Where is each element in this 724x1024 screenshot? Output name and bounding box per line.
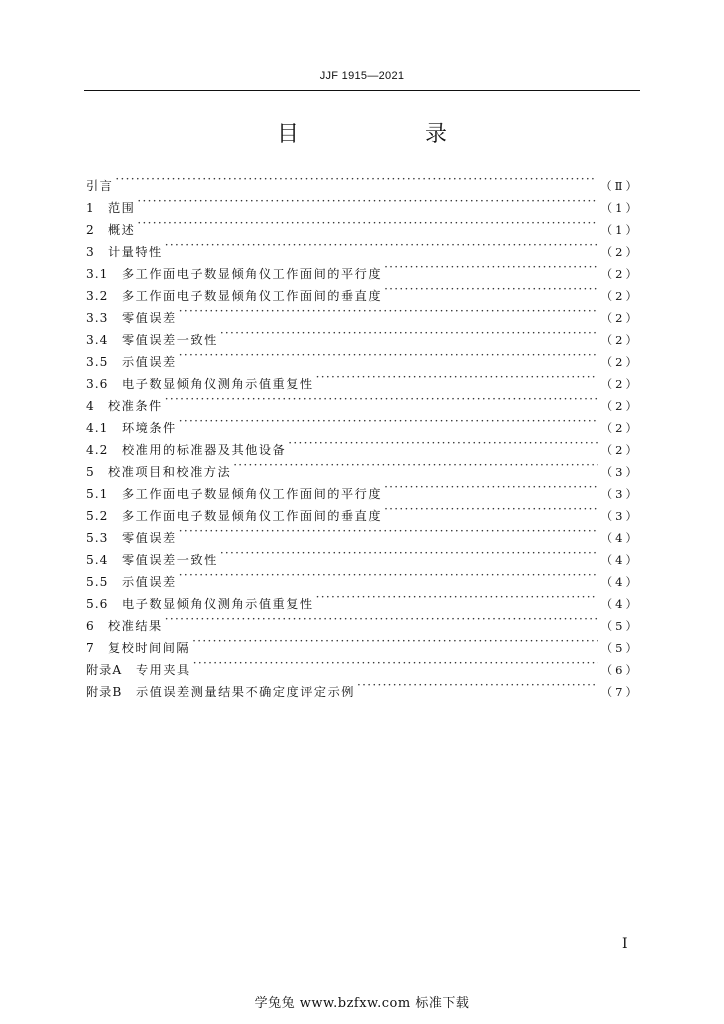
toc-entry[interactable] [86,388,640,413]
toc-leader-dots [137,212,597,234]
toc-leader-dots [179,410,598,432]
header-divider [84,90,640,91]
toc-entry-title: 校准结果 [108,619,163,633]
toc-entry-page: （2） [600,245,640,259]
toc-entry-page: （1） [600,201,640,215]
toc-entry[interactable] [86,256,640,281]
toc-entry-title: 校准用的标准器及其他设备 [122,443,287,457]
toc-entry-page: （2） [600,333,640,347]
toc-leader-dots [288,432,597,454]
toc-entry-title: 电子数显倾角仪测角示值重复性 [122,597,314,611]
toc-entry-number: 5.5 [86,575,109,589]
toc-entry[interactable] [86,212,640,237]
toc-leader-dots [192,630,598,652]
toc-leader-dots [316,366,598,388]
toc-entry-page: （1） [600,223,640,237]
toc-entry-number: 7 [86,641,95,655]
toc-leader-dots [384,476,598,498]
toc-entry-page: （5） [600,641,640,655]
toc-entry-title: 零值误差一致性 [122,553,218,567]
toc-entry[interactable] [86,168,640,193]
toc-title: 目 录 [276,122,499,147]
toc-entry-title: 复校时间间隔 [108,641,191,655]
toc-entry-page: （2） [600,377,640,391]
toc-entry[interactable] [86,608,640,633]
toc-entry-page: （4） [600,553,640,567]
toc-entry-number: 3.6 [86,377,109,391]
toc-entry-number: 5.1 [86,487,109,501]
toc-entry-title: 多工作面电子数显倾角仪工作面间的平行度 [122,487,383,501]
toc-entry-title: 概述 [108,223,136,237]
toc-entry-title: 范围 [108,201,136,215]
toc-entry-title: 多工作面电子数显倾角仪工作面间的垂直度 [122,289,383,303]
toc-entry[interactable] [86,630,640,655]
toc-leader-dots [179,564,598,586]
toc-entry-number: 5.6 [86,597,109,611]
toc-leader-dots [179,344,598,366]
toc-entry-page: （4） [600,531,640,545]
toc-entry-number: 5.3 [86,531,109,545]
toc-entry-page: （4） [600,575,640,589]
toc-entry-title: 零值误差 [122,311,177,325]
toc-leader-dots [384,278,598,300]
toc-entry-number: 6 [86,619,95,633]
toc-entry-title: 计量特性 [108,245,163,259]
toc-entry-number: 附录B [86,685,123,699]
toc-entry-number: 2 [86,223,95,237]
toc-entry-title: 多工作面电子数显倾角仪工作面间的垂直度 [122,509,383,523]
toc-entry-title: 零值误差 [122,531,177,545]
toc-entry[interactable] [86,190,640,215]
toc-entry-number: 5.2 [86,509,109,523]
toc-leader-dots [384,498,598,520]
toc-entry-title: 示值误差测量结果不确定度评定示例 [136,685,355,699]
toc-entry-title: 零值误差一致性 [122,333,218,347]
toc-entry-number: 4.2 [86,443,109,457]
document-code: JJF 1915—2021 [319,70,405,82]
toc-leader-dots [179,520,598,542]
toc-entry-page: （2） [600,355,640,369]
toc-entry-page: （7） [600,685,640,699]
toc-leader-dots [384,256,598,278]
toc-entry-number: 3.3 [86,311,109,325]
toc-leader-dots [220,542,598,564]
toc-entry-title: 引言 [86,179,114,193]
toc-leader-dots [115,168,597,190]
toc-entry-page: （6） [600,663,640,677]
toc-leader-dots [165,388,598,410]
toc-entry-title: 多工作面电子数显倾角仪工作面间的平行度 [122,267,383,281]
toc-entry-number: 5.4 [86,553,109,567]
toc-entry-title: 环境条件 [122,421,177,435]
toc-entry-page: （3） [600,509,640,523]
table-of-contents [86,168,640,699]
footer-watermark-text: 学兔兔 www.bzfxw.com 标准下载 [254,996,470,1011]
toc-entry-title: 校准条件 [108,399,163,413]
toc-entry-page: （4） [600,597,640,611]
toc-leader-dots [357,674,598,696]
toc-entry-title: 电子数显倾角仪测角示值重复性 [122,377,314,391]
toc-leader-dots [137,190,597,212]
toc-entry-number: 3.1 [86,267,109,281]
toc-entry-page: （2） [600,421,640,435]
toc-entry-page: （3） [600,465,640,479]
toc-entry-title: 示值误差 [122,575,177,589]
toc-leader-dots [220,322,598,344]
toc-entry-number: 3.2 [86,289,109,303]
toc-leader-dots [233,454,597,476]
toc-entry-page: （2） [600,311,640,325]
toc-leader-dots [165,608,598,630]
toc-entry[interactable] [86,234,640,259]
toc-entry-page: （2） [600,399,640,413]
toc-entry-title: 校准项目和校准方法 [108,465,232,479]
toc-entry-number: 5 [86,465,95,479]
toc-entry-number: 3 [86,245,95,259]
toc-entry-number: 1 [86,201,95,215]
toc-entry-title: 专用夹具 [136,663,191,677]
toc-entry-title: 示值误差 [122,355,177,369]
toc-leader-dots [316,586,598,608]
toc-entry-number: 4 [86,399,95,413]
toc-entry-page: （2） [600,267,640,281]
toc-entry-page: （2） [600,443,640,457]
page-number: Ⅰ [622,936,628,952]
toc-entry-number: 附录A [86,663,123,677]
toc-entry-number: 3.4 [86,333,109,347]
toc-entry[interactable] [86,410,640,435]
toc-leader-dots [179,300,598,322]
toc-entry-page: （5） [600,619,640,633]
toc-entry-page: （2） [600,289,640,303]
toc-leader-dots [193,652,598,674]
toc-entry-page: （3） [600,487,640,501]
toc-leader-dots [165,234,598,256]
toc-entry-number: 3.5 [86,355,109,369]
toc-entry-number: 4.1 [86,421,109,435]
toc-entry-page: （Ⅱ） [600,179,640,193]
